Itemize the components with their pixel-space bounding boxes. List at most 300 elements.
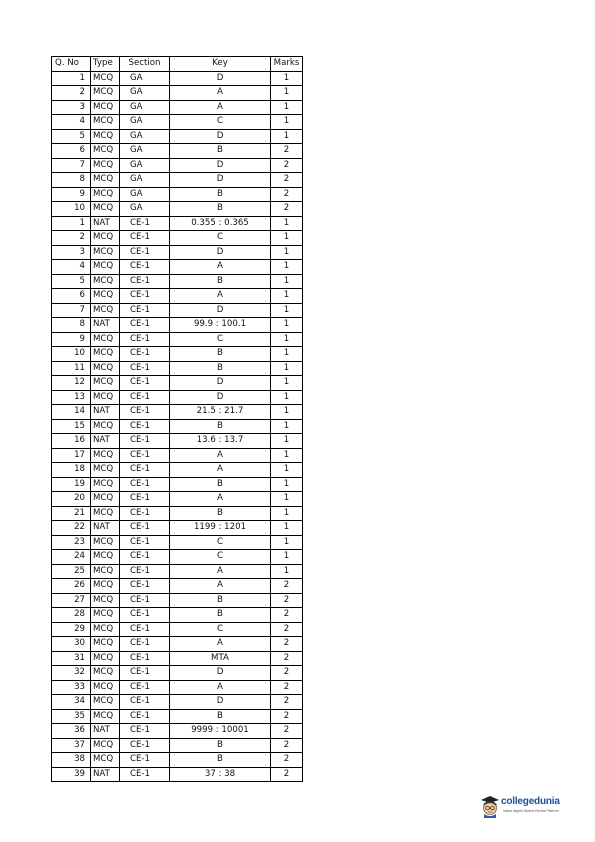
cell-q-no: 18 bbox=[52, 463, 91, 478]
cell-key: A bbox=[170, 579, 271, 594]
cell-type: NAT bbox=[91, 434, 120, 449]
cell-marks: 1 bbox=[271, 332, 303, 347]
cell-section: CE-1 bbox=[120, 405, 170, 420]
cell-q-no: 20 bbox=[52, 492, 91, 507]
table-row bbox=[52, 695, 303, 710]
table-row bbox=[52, 289, 303, 304]
cell-type: MCQ bbox=[91, 419, 120, 434]
cell-type: MCQ bbox=[91, 651, 120, 666]
cell-section: CE-1 bbox=[120, 521, 170, 536]
cell-q-no: 16 bbox=[52, 434, 91, 449]
cell-q-no: 14 bbox=[52, 405, 91, 420]
cell-section: CE-1 bbox=[120, 477, 170, 492]
cell-section: CE-1 bbox=[120, 579, 170, 594]
cell-key: 9999 : 10001 bbox=[170, 724, 271, 739]
cell-marks: 1 bbox=[271, 245, 303, 260]
cell-section: CE-1 bbox=[120, 564, 170, 579]
header-section: Section bbox=[120, 57, 170, 72]
cell-key: D bbox=[170, 71, 271, 86]
cell-key: A bbox=[170, 637, 271, 652]
cell-type: MCQ bbox=[91, 622, 120, 637]
cell-key: C bbox=[170, 622, 271, 637]
cell-type: MCQ bbox=[91, 245, 120, 260]
table-row bbox=[52, 521, 303, 536]
cell-key: B bbox=[170, 361, 271, 376]
cell-marks: 1 bbox=[271, 347, 303, 362]
cell-section: CE-1 bbox=[120, 463, 170, 478]
cell-marks: 1 bbox=[271, 390, 303, 405]
cell-marks: 2 bbox=[271, 680, 303, 695]
cell-key: B bbox=[170, 506, 271, 521]
cell-section: GA bbox=[120, 115, 170, 130]
cell-q-no: 21 bbox=[52, 506, 91, 521]
cell-section: GA bbox=[120, 144, 170, 159]
cell-key: C bbox=[170, 231, 271, 246]
cell-marks: 1 bbox=[271, 216, 303, 231]
cell-q-no: 30 bbox=[52, 637, 91, 652]
cell-key: D bbox=[170, 695, 271, 710]
cell-key: D bbox=[170, 303, 271, 318]
cell-section: CE-1 bbox=[120, 289, 170, 304]
cell-marks: 1 bbox=[271, 506, 303, 521]
cell-q-no: 13 bbox=[52, 390, 91, 405]
cell-q-no: 7 bbox=[52, 303, 91, 318]
cell-type: MCQ bbox=[91, 448, 120, 463]
cell-key: D bbox=[170, 129, 271, 144]
cell-key: D bbox=[170, 666, 271, 681]
cell-type: MCQ bbox=[91, 492, 120, 507]
cell-type: NAT bbox=[91, 318, 120, 333]
cell-section: CE-1 bbox=[120, 318, 170, 333]
cell-q-no: 15 bbox=[52, 419, 91, 434]
cell-section: CE-1 bbox=[120, 303, 170, 318]
cell-type: MCQ bbox=[91, 129, 120, 144]
cell-section: CE-1 bbox=[120, 695, 170, 710]
cell-type: MCQ bbox=[91, 506, 120, 521]
cell-section: GA bbox=[120, 86, 170, 101]
table-row bbox=[52, 158, 303, 173]
cell-section: CE-1 bbox=[120, 622, 170, 637]
cell-key: A bbox=[170, 492, 271, 507]
cell-section: CE-1 bbox=[120, 390, 170, 405]
cell-key: 13.6 : 13.7 bbox=[170, 434, 271, 449]
table-row bbox=[52, 477, 303, 492]
table-row bbox=[52, 709, 303, 724]
cell-marks: 2 bbox=[271, 695, 303, 710]
cell-marks: 2 bbox=[271, 622, 303, 637]
cell-q-no: 9 bbox=[52, 332, 91, 347]
table-row bbox=[52, 622, 303, 637]
cell-key: MTA bbox=[170, 651, 271, 666]
cell-marks: 2 bbox=[271, 724, 303, 739]
cell-type: MCQ bbox=[91, 332, 120, 347]
cell-marks: 2 bbox=[271, 608, 303, 623]
cell-marks: 2 bbox=[271, 187, 303, 202]
table-row bbox=[52, 376, 303, 391]
cell-q-no: 1 bbox=[52, 71, 91, 86]
cell-q-no: 5 bbox=[52, 274, 91, 289]
cell-q-no: 25 bbox=[52, 564, 91, 579]
table-row bbox=[52, 593, 303, 608]
cell-q-no: 17 bbox=[52, 448, 91, 463]
cell-section: CE-1 bbox=[120, 666, 170, 681]
cell-q-no: 27 bbox=[52, 593, 91, 608]
cell-section: CE-1 bbox=[120, 593, 170, 608]
cell-section: CE-1 bbox=[120, 550, 170, 565]
cell-marks: 1 bbox=[271, 115, 303, 130]
cell-key: A bbox=[170, 100, 271, 115]
table-row bbox=[52, 419, 303, 434]
cell-key: B bbox=[170, 202, 271, 217]
table-row bbox=[52, 405, 303, 420]
cell-type: MCQ bbox=[91, 303, 120, 318]
cell-key: B bbox=[170, 187, 271, 202]
logo-name: collegedunia bbox=[501, 796, 560, 807]
cell-marks: 2 bbox=[271, 144, 303, 159]
cell-q-no: 19 bbox=[52, 477, 91, 492]
cell-type: MCQ bbox=[91, 187, 120, 202]
cell-marks: 2 bbox=[271, 579, 303, 594]
cell-marks: 1 bbox=[271, 564, 303, 579]
table-row bbox=[52, 231, 303, 246]
cell-marks: 1 bbox=[271, 535, 303, 550]
cell-key: C bbox=[170, 550, 271, 565]
table-row bbox=[52, 463, 303, 478]
cell-q-no: 2 bbox=[52, 231, 91, 246]
cell-key: C bbox=[170, 115, 271, 130]
cell-marks: 1 bbox=[271, 129, 303, 144]
table-row bbox=[52, 216, 303, 231]
cell-type: MCQ bbox=[91, 86, 120, 101]
cell-marks: 2 bbox=[271, 173, 303, 188]
cell-marks: 1 bbox=[271, 231, 303, 246]
cell-section: GA bbox=[120, 129, 170, 144]
cell-marks: 1 bbox=[271, 463, 303, 478]
cell-type: MCQ bbox=[91, 71, 120, 86]
cell-q-no: 8 bbox=[52, 173, 91, 188]
table-row bbox=[52, 579, 303, 594]
cell-type: NAT bbox=[91, 724, 120, 739]
table-row bbox=[52, 187, 303, 202]
cell-section: CE-1 bbox=[120, 448, 170, 463]
cell-marks: 2 bbox=[271, 709, 303, 724]
cell-key: 1199 : 1201 bbox=[170, 521, 271, 536]
header-q-no: Q. No bbox=[52, 57, 91, 72]
cell-key: 99.9 : 100.1 bbox=[170, 318, 271, 333]
cell-section: CE-1 bbox=[120, 637, 170, 652]
table-row bbox=[52, 332, 303, 347]
cell-marks: 2 bbox=[271, 767, 303, 782]
cell-type: MCQ bbox=[91, 202, 120, 217]
cell-key: 37 : 38 bbox=[170, 767, 271, 782]
cell-type: NAT bbox=[91, 521, 120, 536]
cell-section: GA bbox=[120, 158, 170, 173]
cell-section: CE-1 bbox=[120, 376, 170, 391]
cell-section: CE-1 bbox=[120, 434, 170, 449]
cell-q-no: 4 bbox=[52, 115, 91, 130]
cell-marks: 1 bbox=[271, 477, 303, 492]
cell-q-no: 36 bbox=[52, 724, 91, 739]
table-row bbox=[52, 434, 303, 449]
cell-key: B bbox=[170, 608, 271, 623]
cell-marks: 2 bbox=[271, 738, 303, 753]
cell-section: GA bbox=[120, 187, 170, 202]
cell-type: MCQ bbox=[91, 376, 120, 391]
cell-q-no: 33 bbox=[52, 680, 91, 695]
cell-section: CE-1 bbox=[120, 419, 170, 434]
table-row bbox=[52, 100, 303, 115]
cell-q-no: 3 bbox=[52, 245, 91, 260]
cell-q-no: 26 bbox=[52, 579, 91, 594]
table-row bbox=[52, 535, 303, 550]
cell-key: 21.5 : 21.7 bbox=[170, 405, 271, 420]
table-row bbox=[52, 318, 303, 333]
cell-section: CE-1 bbox=[120, 651, 170, 666]
cell-key: D bbox=[170, 173, 271, 188]
cell-marks: 1 bbox=[271, 274, 303, 289]
table-row bbox=[52, 274, 303, 289]
cell-section: CE-1 bbox=[120, 245, 170, 260]
table-row bbox=[52, 448, 303, 463]
cell-q-no: 9 bbox=[52, 187, 91, 202]
table-row bbox=[52, 86, 303, 101]
cell-type: MCQ bbox=[91, 390, 120, 405]
cell-marks: 1 bbox=[271, 405, 303, 420]
table-row bbox=[52, 492, 303, 507]
table-row bbox=[52, 767, 303, 782]
cell-key: A bbox=[170, 680, 271, 695]
cell-q-no: 34 bbox=[52, 695, 91, 710]
cell-marks: 2 bbox=[271, 202, 303, 217]
cell-marks: 1 bbox=[271, 260, 303, 275]
student-mascot-icon bbox=[479, 794, 501, 818]
table-row bbox=[52, 637, 303, 652]
cell-section: CE-1 bbox=[120, 260, 170, 275]
cell-type: MCQ bbox=[91, 550, 120, 565]
cell-key: B bbox=[170, 347, 271, 362]
table-row bbox=[52, 129, 303, 144]
table-row bbox=[52, 202, 303, 217]
cell-marks: 2 bbox=[271, 651, 303, 666]
cell-marks: 1 bbox=[271, 100, 303, 115]
cell-key: B bbox=[170, 274, 271, 289]
cell-type: MCQ bbox=[91, 361, 120, 376]
cell-section: CE-1 bbox=[120, 680, 170, 695]
cell-key: C bbox=[170, 535, 271, 550]
cell-key: D bbox=[170, 376, 271, 391]
cell-marks: 1 bbox=[271, 361, 303, 376]
cell-marks: 1 bbox=[271, 289, 303, 304]
cell-marks: 1 bbox=[271, 86, 303, 101]
cell-type: MCQ bbox=[91, 463, 120, 478]
cell-marks: 1 bbox=[271, 434, 303, 449]
cell-type: MCQ bbox=[91, 593, 120, 608]
cell-type: NAT bbox=[91, 405, 120, 420]
cell-type: MCQ bbox=[91, 347, 120, 362]
table-row bbox=[52, 303, 303, 318]
cell-key: A bbox=[170, 260, 271, 275]
cell-q-no: 22 bbox=[52, 521, 91, 536]
cell-type: MCQ bbox=[91, 260, 120, 275]
cell-section: CE-1 bbox=[120, 535, 170, 550]
cell-type: MCQ bbox=[91, 144, 120, 159]
cell-q-no: 31 bbox=[52, 651, 91, 666]
cell-q-no: 35 bbox=[52, 709, 91, 724]
cell-section: CE-1 bbox=[120, 506, 170, 521]
cell-type: MCQ bbox=[91, 608, 120, 623]
cell-marks: 2 bbox=[271, 593, 303, 608]
cell-section: CE-1 bbox=[120, 332, 170, 347]
cell-section: CE-1 bbox=[120, 738, 170, 753]
cell-key: B bbox=[170, 593, 271, 608]
cell-section: GA bbox=[120, 71, 170, 86]
cell-q-no: 24 bbox=[52, 550, 91, 565]
table-row bbox=[52, 564, 303, 579]
cell-key: D bbox=[170, 158, 271, 173]
table-row bbox=[52, 347, 303, 362]
cell-type: MCQ bbox=[91, 564, 120, 579]
cell-type: MCQ bbox=[91, 753, 120, 768]
cell-marks: 1 bbox=[271, 303, 303, 318]
table-header-row bbox=[52, 57, 303, 72]
table-row bbox=[52, 71, 303, 86]
cell-key: A bbox=[170, 564, 271, 579]
cell-section: CE-1 bbox=[120, 274, 170, 289]
header-marks: Marks bbox=[271, 57, 303, 72]
collegedunia-logo bbox=[479, 792, 571, 822]
cell-q-no: 10 bbox=[52, 347, 91, 362]
cell-marks: 2 bbox=[271, 666, 303, 681]
cell-marks: 1 bbox=[271, 419, 303, 434]
table-row bbox=[52, 738, 303, 753]
table-row bbox=[52, 245, 303, 260]
cell-type: NAT bbox=[91, 767, 120, 782]
cell-q-no: 4 bbox=[52, 260, 91, 275]
cell-key: A bbox=[170, 86, 271, 101]
cell-section: CE-1 bbox=[120, 767, 170, 782]
cell-q-no: 3 bbox=[52, 100, 91, 115]
cell-section: CE-1 bbox=[120, 216, 170, 231]
cell-type: MCQ bbox=[91, 579, 120, 594]
cell-type: MCQ bbox=[91, 666, 120, 681]
cell-section: CE-1 bbox=[120, 492, 170, 507]
table-row bbox=[52, 506, 303, 521]
cell-marks: 2 bbox=[271, 753, 303, 768]
cell-key: B bbox=[170, 477, 271, 492]
table-row bbox=[52, 753, 303, 768]
cell-section: CE-1 bbox=[120, 709, 170, 724]
table-row bbox=[52, 260, 303, 275]
cell-q-no: 12 bbox=[52, 376, 91, 391]
table-row bbox=[52, 680, 303, 695]
cell-marks: 1 bbox=[271, 448, 303, 463]
cell-type: MCQ bbox=[91, 115, 120, 130]
cell-q-no: 5 bbox=[52, 129, 91, 144]
cell-key: A bbox=[170, 463, 271, 478]
cell-marks: 2 bbox=[271, 637, 303, 652]
cell-q-no: 11 bbox=[52, 361, 91, 376]
cell-type: MCQ bbox=[91, 100, 120, 115]
cell-q-no: 39 bbox=[52, 767, 91, 782]
table-row bbox=[52, 144, 303, 159]
table-row bbox=[52, 724, 303, 739]
cell-section: CE-1 bbox=[120, 753, 170, 768]
logo-tagline: India's largest Student Review Platform bbox=[503, 809, 559, 813]
cell-type: MCQ bbox=[91, 637, 120, 652]
cell-marks: 2 bbox=[271, 158, 303, 173]
cell-q-no: 1 bbox=[52, 216, 91, 231]
cell-marks: 1 bbox=[271, 521, 303, 536]
cell-key: B bbox=[170, 738, 271, 753]
cell-type: MCQ bbox=[91, 274, 120, 289]
cell-q-no: 2 bbox=[52, 86, 91, 101]
cell-key: B bbox=[170, 144, 271, 159]
cell-marks: 1 bbox=[271, 492, 303, 507]
answer-key-table bbox=[51, 56, 303, 782]
cell-key: 0.355 : 0.365 bbox=[170, 216, 271, 231]
cell-type: MCQ bbox=[91, 709, 120, 724]
cell-marks: 1 bbox=[271, 550, 303, 565]
cell-type: NAT bbox=[91, 216, 120, 231]
table-body bbox=[52, 71, 303, 782]
table-row bbox=[52, 608, 303, 623]
cell-section: CE-1 bbox=[120, 724, 170, 739]
cell-q-no: 38 bbox=[52, 753, 91, 768]
cell-q-no: 10 bbox=[52, 202, 91, 217]
cell-type: MCQ bbox=[91, 695, 120, 710]
cell-key: B bbox=[170, 419, 271, 434]
cell-marks: 1 bbox=[271, 376, 303, 391]
table-row bbox=[52, 173, 303, 188]
cell-type: MCQ bbox=[91, 231, 120, 246]
table-row bbox=[52, 361, 303, 376]
cell-q-no: 23 bbox=[52, 535, 91, 550]
cell-q-no: 32 bbox=[52, 666, 91, 681]
cell-key: C bbox=[170, 332, 271, 347]
cell-section: GA bbox=[120, 202, 170, 217]
cell-key: D bbox=[170, 245, 271, 260]
cell-q-no: 8 bbox=[52, 318, 91, 333]
cell-section: CE-1 bbox=[120, 608, 170, 623]
cell-type: MCQ bbox=[91, 158, 120, 173]
cell-type: MCQ bbox=[91, 738, 120, 753]
cell-section: GA bbox=[120, 173, 170, 188]
table-row bbox=[52, 666, 303, 681]
header-type: Type bbox=[91, 57, 120, 72]
cell-type: MCQ bbox=[91, 289, 120, 304]
cell-key: B bbox=[170, 709, 271, 724]
cell-type: MCQ bbox=[91, 173, 120, 188]
table-row bbox=[52, 550, 303, 565]
cell-key: D bbox=[170, 390, 271, 405]
table-row bbox=[52, 390, 303, 405]
cell-type: MCQ bbox=[91, 477, 120, 492]
cell-section: CE-1 bbox=[120, 231, 170, 246]
cell-marks: 1 bbox=[271, 71, 303, 86]
cell-marks: 1 bbox=[271, 318, 303, 333]
cell-q-no: 6 bbox=[52, 289, 91, 304]
cell-key: A bbox=[170, 448, 271, 463]
cell-q-no: 37 bbox=[52, 738, 91, 753]
cell-type: MCQ bbox=[91, 535, 120, 550]
table-row bbox=[52, 115, 303, 130]
cell-type: MCQ bbox=[91, 680, 120, 695]
cell-section: CE-1 bbox=[120, 361, 170, 376]
header-key: Key bbox=[170, 57, 271, 72]
cell-q-no: 28 bbox=[52, 608, 91, 623]
cell-section: CE-1 bbox=[120, 347, 170, 362]
cell-q-no: 6 bbox=[52, 144, 91, 159]
